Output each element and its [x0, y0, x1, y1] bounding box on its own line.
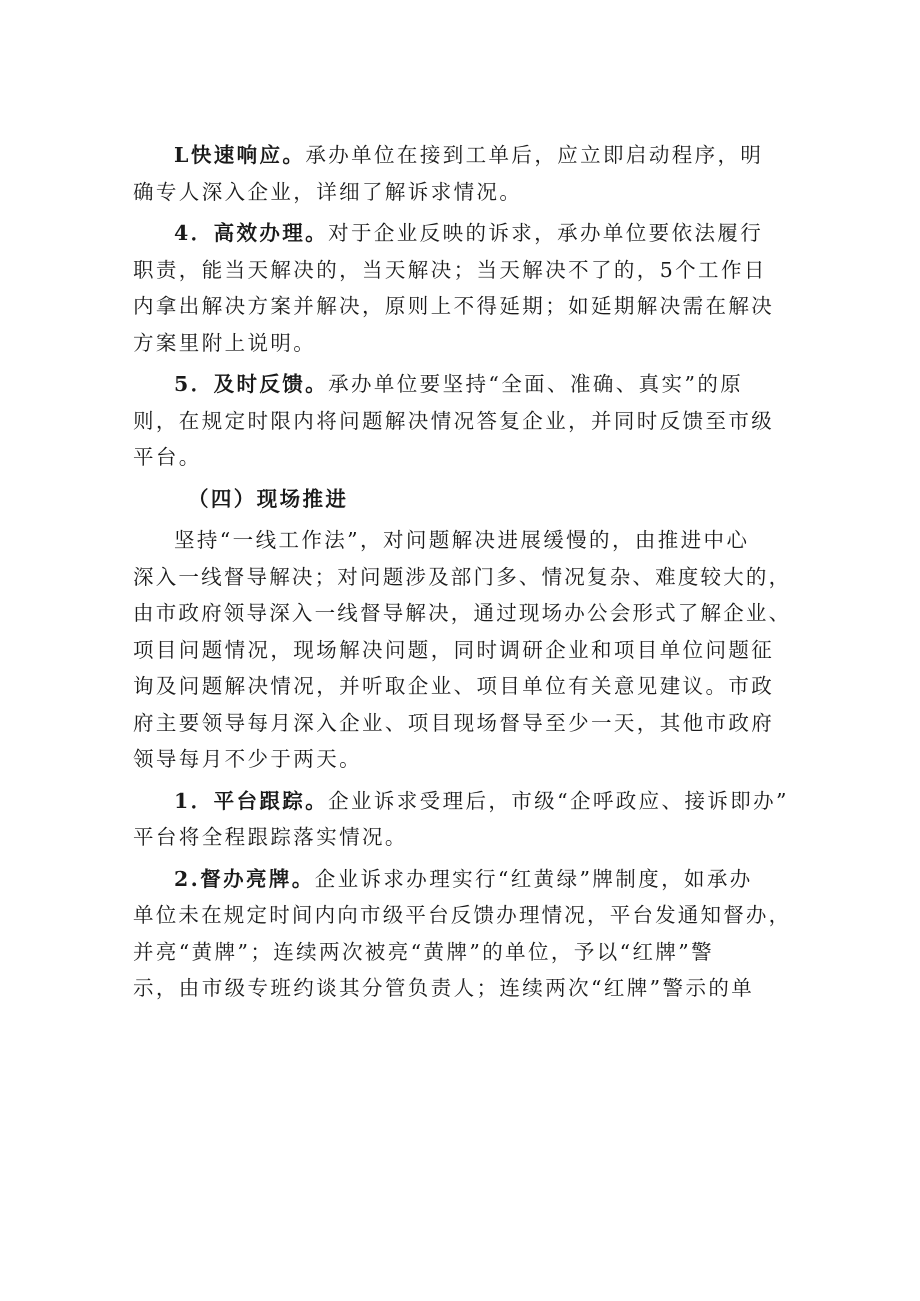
- item-lead: 5．及时反馈。: [174, 372, 329, 396]
- item-efficient-handling: [133, 215, 793, 361]
- item-lead: 2.督办亮牌。: [174, 866, 315, 891]
- body-line: 府主要领导每月深入企业、项目现场督导至少一天，其他市政府: [133, 710, 775, 735]
- item-line: 内拿出解决方案并解决，原则上不得延期；如延期解决需在解决: [133, 294, 775, 318]
- item-line: 2.督办亮牌。企业诉求办理实行“红黄绿”牌制度，如承办: [174, 866, 753, 891]
- item-line: 1．平台跟踪。企业诉求受理后，市级“企呼政应、接诉即办”: [174, 788, 789, 813]
- section-body: [133, 522, 793, 778]
- item-timely-feedback: [133, 366, 793, 476]
- item-platform-tracking: [133, 783, 793, 856]
- item-line: 示，由市级专班约谈其分管负责人；连续两次“红牌”警示的单: [133, 976, 755, 1000]
- document-page: [133, 137, 793, 1012]
- item-line: 单位未在规定时间内向市级平台反馈办理情况，平台发通知督办，: [133, 903, 792, 927]
- body-line: 询及问题解决情况，并听取企业、项目单位有关意见建议。市政: [133, 674, 775, 698]
- item-line: 则，在规定时限内将问题解决情况答复企业，并同时反馈至市级: [133, 408, 775, 433]
- item-lead: 1．平台跟踪。: [174, 788, 329, 813]
- section-heading: （四）现场推进: [188, 486, 349, 511]
- item-line: 5．及时反馈。承办单位要坚持“全面、准确、真实”的原: [174, 372, 744, 396]
- body-line: 深入一线督导解决；对问题涉及部门多、情况复杂、难度较大的，: [133, 564, 792, 589]
- body-line: 由市政府领导深入一线督导解决，通过现场办公会形式了解企业、: [133, 601, 792, 625]
- body-line: 领导每月不少于两天。: [133, 747, 362, 771]
- item-line: 平台。: [133, 445, 202, 469]
- item-supervision-cards: [133, 861, 793, 1007]
- item-line: 方案里附上说明。: [133, 330, 317, 355]
- item-line: 并亮“黄牌”；连续两次被亮“黄牌”的单位，予以“红牌”警: [133, 939, 715, 964]
- body-line: 项目问题情况，现场解决问题，同时调研企业和项目单位问题征: [133, 637, 775, 662]
- item-line: 平台将全程跟踪落实情况。: [133, 825, 408, 849]
- item-quick-response: [133, 137, 793, 210]
- item-line: 确专人深入企业，详细了解诉求情况。: [133, 179, 523, 204]
- body-line: 坚持“一线工作法”，对问题解决进展缓慢的，由推进中心: [174, 528, 750, 552]
- item-line: 职责，能当天解决的，当天解决；当天解决不了的，5个工作日: [133, 257, 767, 282]
- item-line: L快速响应。承办单位在接到工单后，应立即启动程序，明: [174, 143, 764, 167]
- item-lead: 4．高效办理。: [174, 221, 329, 245]
- item-line: 4．高效办理。对于企业反映的诉求，承办单位要依法履行: [174, 221, 764, 245]
- item-lead: L快速响应。: [174, 143, 306, 167]
